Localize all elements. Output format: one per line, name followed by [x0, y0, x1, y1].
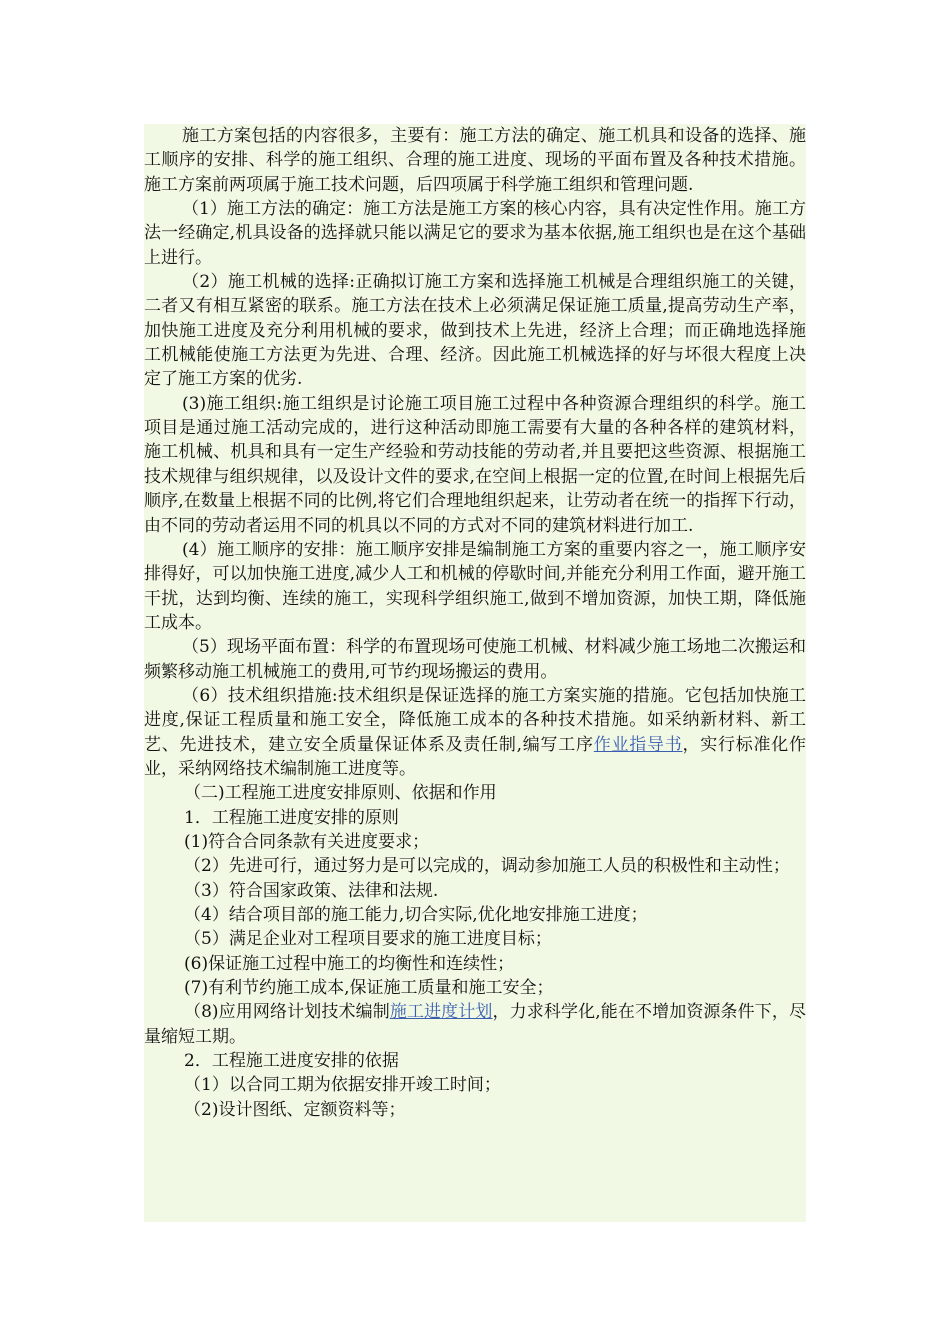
paragraph-intro: 施工方案包括的内容很多，主要有：施工方法的确定、施工机具和设备的选择、施工顺序的安排、科学的施工组织、合理的施工进度、现场的平面布置及各种技术措施。施工方案前两项属于施工技术问题，后四项属于科学施工组织和管理问题.	[144, 126, 806, 195]
list-item: （1）以合同工期为依据安排开竣工时间；	[184, 1075, 501, 1096]
work-instruction-link[interactable]: 作业指导书	[593, 734, 683, 755]
paragraph-machinery-selection: （2）施工机械的选择:正确拟订施工方案和选择施工机械是合理组织施工的关键，二者又有相互紧密的联系。施工方法在技术上必须满足保证施工质量,提高劳动生产率，加快施工进度及充分利用机械的要求，做到技术上先进，经济上合理；而正确地选择施工机械能使施工方法更为先进、合理、经济。因此施工机械选择的好与坏很大程度上决定了施工方案的优劣.	[144, 272, 806, 390]
section-heading-schedule: （二)工程施工进度安排原则、依据和作用	[184, 783, 497, 804]
paragraph-site-layout: （5）现场平面布置：科学的布置现场可使施工机械、材料减少施工场地二次搬运和频繁移动施工机械施工的费用,可节约现场搬运的费用。	[144, 637, 806, 682]
list-item: （2)设计图纸、定额资料等；	[184, 1099, 406, 1120]
paragraph-construction-sequence: (4）施工顺序的安排：施工顺序安排是编制施工方案的重要内容之一，施工顺序安排得好，可以加快施工进度,减少人工和机械的停歇时间,并能充分利用工作面，避开施工干扰，达到均衡、连续的施工，实现科学组织施工,做到不增加资源，加快工期，降低施工成本。	[144, 539, 806, 633]
paragraph-technical-measures	[144, 684, 806, 781]
subsection-heading-principles: 1．工程施工进度安排的原则	[184, 807, 399, 828]
subsection-heading-basis: 2．工程施工进度安排的依据	[184, 1051, 399, 1072]
list-item: （2）先进可行，通过努力是可以完成的，调动参加施工人员的积极性和主动性；	[184, 856, 790, 877]
list-item: (1)符合合同条款有关进度要求；	[184, 831, 430, 852]
document-body	[144, 124, 806, 1222]
list-item	[144, 1000, 806, 1049]
text-segment: （6）技术组织措施:技术组织是保证选择的施工方案实施的措施。它包括加快施工进度,保证工程质量和施工安全，降低施工成本的各种技术措施。如采纳新材料、新工艺、先进技术，建立安全质量保证体系及责任制,编写工序	[144, 685, 806, 755]
list-item: （3）符合国家政策、法律和法规.	[184, 880, 439, 901]
list-item: (7)有利节约施工成本,保证施工质量和施工安全；	[184, 978, 554, 999]
list-item: （4）结合项目部的施工能力,切合实际,优化地安排施工进度；	[184, 905, 648, 925]
text-segment: ，力求科学化,能在不增加资源条件下，尽量缩短工期。	[144, 1002, 807, 1047]
schedule-plan-link[interactable]: 施工进度计划	[389, 1002, 493, 1023]
paragraph-construction-method: （1）施工方法的确定：施工方法是施工方案的核心内容，具有决定性作用。施工方法一经确定,机具设备的选择就只能以满足它的要求为基本依据,施工组织也是在这个基础上进行。	[144, 199, 806, 268]
list-item: （5）满足企业对工程项目要求的施工进度目标；	[184, 929, 552, 950]
list-item: (6)保证施工过程中施工的均衡性和连续性；	[184, 953, 515, 974]
paragraph-construction-organization: (3)施工组织:施工组织是讨论施工项目施工过程中各种资源合理组织的科学。施工项目是通过施工活动完成的，进行这种活动即施工需要有大量的各种各样的建筑材料，施工机械、机具和具有一定生产经验和劳动技能的劳动者,并且要把这些资源、根据施工技术规律与组织规律，以及设计文件的要求,在空间上根据一定的位置,在时间上根据先后顺序,在数量上根据不同的比例,将它们合理地组织起来，让劳动者在统一的指挥下行动，由不同的劳动者运用不同的机具以不同的方式对不同的建筑材料进行加工.	[144, 393, 806, 536]
text-segment: （8)应用网络计划技术编制	[184, 1002, 390, 1023]
text-segment: ，实行标准化作业，采纳网络技术编制施工进度等。	[144, 734, 807, 779]
